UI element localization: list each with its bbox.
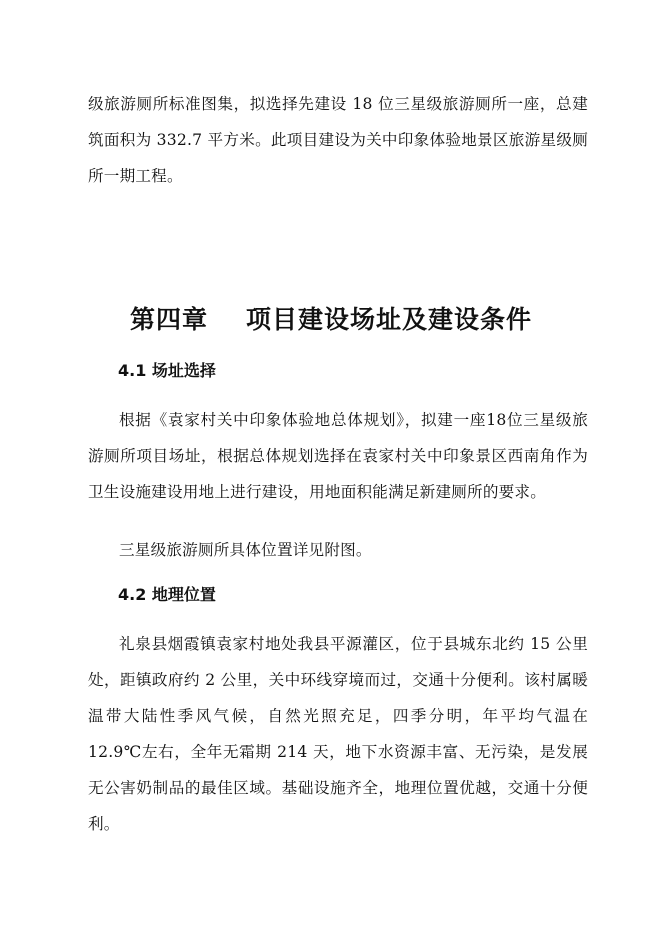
chapter-name: 项目建设场址及建设条件 — [246, 305, 533, 334]
site-location-note: 三星级旅游厕所具体位置详见附图。 — [119, 541, 372, 559]
section-heading-4-1: 4.1 场址选择 — [118, 361, 216, 380]
site-selection-paragraph: 根据《袁家村关中印象体验地总体规划》，拟建一座18位三星级旅游厕所项目场址，根据总体规划选择在袁家村关中印象景区西南角作为卫生设施建设用地上进行建设，用地面积能满足新建厕所的要求。 — [88, 411, 588, 501]
chapter-number: 第四章 — [129, 305, 208, 334]
intro-paragraph: 级旅游厕所标准图集，拟选择先建设 18 位三星级旅游厕所一座，总建筑面积为 332.7 平方米。此项目建设为关中印象体验地景区旅游星级厕所一期工程。 — [88, 95, 588, 185]
chapter-title — [0, 300, 662, 336]
geographic-location-paragraph: 礼泉县烟霞镇袁家村地处我县平源灌区，位于县城东北约 15 公里处，距镇政府约 2 公里，关中环线穿境而过，交通十分便利。该村属暖温带大陆性季风气候，自然光照充足，四季分明，年平均气温在 12.9℃左右，全年无霜期 214 天，地下水资源丰富、无污染，是发展无公害奶制品的最佳区域。基础设施齐全，地理位置优越，交通十分便利。 — [88, 635, 588, 833]
section-heading-4-2: 4.2 地理位置 — [118, 585, 216, 604]
